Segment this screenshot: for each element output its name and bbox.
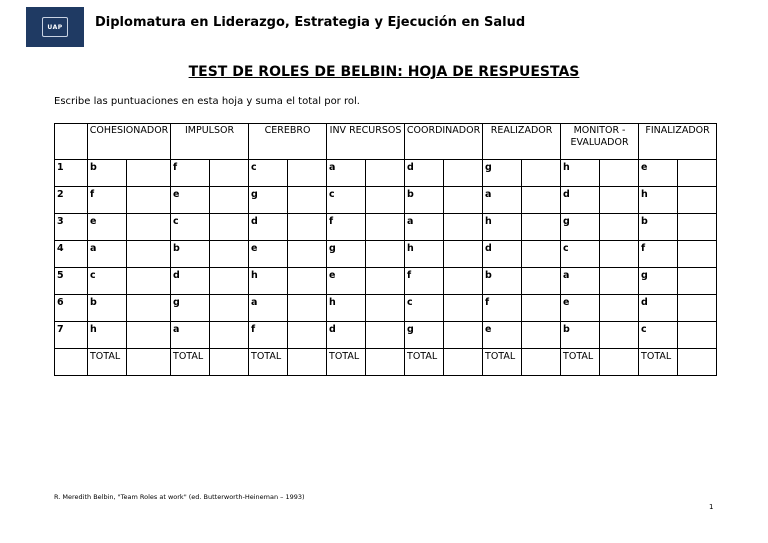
score-input-cell[interactable] [444, 187, 483, 214]
score-input-cell[interactable] [444, 241, 483, 268]
score-input-cell[interactable] [210, 187, 249, 214]
answer-sheet-table [54, 123, 717, 376]
total-row-corner [55, 349, 88, 376]
score-input-cell[interactable] [288, 214, 327, 241]
total-input-cell[interactable] [678, 349, 717, 376]
total-input-cell[interactable] [210, 349, 249, 376]
table-header-row [55, 124, 717, 160]
score-input-cell[interactable] [444, 268, 483, 295]
table-row [55, 187, 717, 214]
answer-letter-cell: g [249, 187, 288, 214]
answer-letter-cell: d [405, 160, 444, 187]
table-row [55, 160, 717, 187]
total-label: TOTAL [405, 349, 444, 376]
column-header: INV RECURSOS [327, 124, 405, 160]
score-input-cell[interactable] [127, 268, 171, 295]
answer-letter-cell: c [639, 322, 678, 349]
answer-letter-cell: e [639, 160, 678, 187]
citation-footnote: R. Meredith Belbin, "Team Roles at work" (ed. Butterworth-Heineman – 1993) [54, 493, 305, 501]
score-input-cell[interactable] [288, 241, 327, 268]
answer-letter-cell: g [483, 160, 522, 187]
score-input-cell[interactable] [210, 295, 249, 322]
score-input-cell[interactable] [210, 322, 249, 349]
answer-letter-cell: g [639, 268, 678, 295]
row-number: 6 [55, 295, 88, 322]
score-input-cell[interactable] [678, 295, 717, 322]
answer-letter-cell: e [88, 214, 127, 241]
score-input-cell[interactable] [127, 295, 171, 322]
page-number: 1 [709, 503, 714, 511]
uap-logo [26, 7, 84, 47]
score-input-cell[interactable] [210, 241, 249, 268]
answer-letter-cell: f [88, 187, 127, 214]
total-input-cell[interactable] [600, 349, 639, 376]
total-input-cell[interactable] [522, 349, 561, 376]
total-input-cell[interactable] [127, 349, 171, 376]
column-header: MONITOR - EVALUADOR [561, 124, 639, 160]
instructions-text: Escribe las puntuaciones en esta hoja y suma el total por rol. [54, 96, 360, 107]
answer-letter-cell: f [171, 160, 210, 187]
answer-letter-cell: d [483, 241, 522, 268]
score-input-cell[interactable] [127, 322, 171, 349]
answer-letter-cell: e [483, 322, 522, 349]
score-input-cell[interactable] [288, 322, 327, 349]
score-input-cell[interactable] [444, 295, 483, 322]
total-label: TOTAL [639, 349, 678, 376]
score-input-cell[interactable] [600, 295, 639, 322]
score-input-cell[interactable] [522, 268, 561, 295]
row-number: 7 [55, 322, 88, 349]
total-input-cell[interactable] [288, 349, 327, 376]
answer-letter-cell: e [327, 268, 366, 295]
document-title: TEST DE ROLES DE BELBIN: HOJA DE RESPUESTAS [188, 64, 580, 80]
answer-letter-cell: f [327, 214, 366, 241]
answer-letter-cell: b [639, 214, 678, 241]
answer-letter-cell: a [88, 241, 127, 268]
score-input-cell[interactable] [444, 322, 483, 349]
score-input-cell[interactable] [288, 187, 327, 214]
row-number: 3 [55, 214, 88, 241]
row-number: 4 [55, 241, 88, 268]
logo-text: UAP [42, 17, 68, 37]
answer-letter-cell: h [405, 241, 444, 268]
header-title: Diplomatura en Liderazgo, Estrategia y Ejecución en Salud [95, 15, 526, 30]
table-row [55, 322, 717, 349]
column-header: COORDINADOR [405, 124, 483, 160]
score-input-cell[interactable] [210, 268, 249, 295]
answer-letter-cell: d [249, 214, 288, 241]
answer-letter-cell: c [88, 268, 127, 295]
row-number: 1 [55, 160, 88, 187]
column-header: CEREBRO [249, 124, 327, 160]
answer-letter-cell: a [327, 160, 366, 187]
answer-letter-cell: a [249, 295, 288, 322]
score-input-cell[interactable] [600, 241, 639, 268]
answer-letter-cell: h [249, 268, 288, 295]
score-input-cell[interactable] [600, 322, 639, 349]
total-input-cell[interactable] [444, 349, 483, 376]
score-input-cell[interactable] [366, 241, 405, 268]
score-input-cell[interactable] [522, 160, 561, 187]
score-input-cell[interactable] [366, 214, 405, 241]
answer-letter-cell: h [639, 187, 678, 214]
column-header: FINALIZADOR [639, 124, 717, 160]
answer-letter-cell: g [171, 295, 210, 322]
row-number: 5 [55, 268, 88, 295]
score-input-cell[interactable] [522, 295, 561, 322]
column-header: IMPULSOR [171, 124, 249, 160]
answer-letter-cell: f [639, 241, 678, 268]
score-input-cell[interactable] [366, 268, 405, 295]
score-input-cell[interactable] [522, 241, 561, 268]
score-input-cell[interactable] [366, 160, 405, 187]
answer-letter-cell: b [561, 322, 600, 349]
answer-letter-cell: f [483, 295, 522, 322]
answer-letter-cell: g [405, 322, 444, 349]
score-input-cell[interactable] [210, 214, 249, 241]
score-input-cell[interactable] [444, 160, 483, 187]
score-input-cell[interactable] [678, 268, 717, 295]
total-label: TOTAL [171, 349, 210, 376]
answer-letter-cell: c [327, 187, 366, 214]
answer-letter-cell: b [405, 187, 444, 214]
answer-letter-cell: e [171, 187, 210, 214]
score-input-cell[interactable] [210, 160, 249, 187]
answer-letter-cell: a [405, 214, 444, 241]
answer-letter-cell: c [405, 295, 444, 322]
score-input-cell[interactable] [366, 187, 405, 214]
answer-letter-cell: b [88, 160, 127, 187]
score-input-cell[interactable] [127, 187, 171, 214]
score-input-cell[interactable] [678, 187, 717, 214]
score-input-cell[interactable] [600, 214, 639, 241]
total-label: TOTAL [327, 349, 366, 376]
score-input-cell[interactable] [444, 214, 483, 241]
column-header: REALIZADOR [483, 124, 561, 160]
score-input-cell[interactable] [127, 214, 171, 241]
score-input-cell[interactable] [288, 295, 327, 322]
answer-letter-cell: b [483, 268, 522, 295]
total-label: TOTAL [249, 349, 288, 376]
column-header: COHESIONADOR [88, 124, 171, 160]
table-row [55, 214, 717, 241]
answer-letter-cell: d [639, 295, 678, 322]
corner-cell [55, 124, 88, 160]
answer-letter-cell: e [249, 241, 288, 268]
answer-letter-cell: h [88, 322, 127, 349]
answer-letter-cell: d [327, 322, 366, 349]
score-input-cell[interactable] [127, 160, 171, 187]
score-input-cell[interactable] [366, 322, 405, 349]
score-input-cell[interactable] [522, 322, 561, 349]
score-input-cell[interactable] [600, 160, 639, 187]
score-input-cell[interactable] [288, 268, 327, 295]
answer-letter-cell: c [171, 214, 210, 241]
table-row [55, 295, 717, 322]
answer-letter-cell: a [483, 187, 522, 214]
score-input-cell[interactable] [522, 214, 561, 241]
answer-letter-cell: g [561, 214, 600, 241]
score-input-cell[interactable] [366, 295, 405, 322]
score-input-cell[interactable] [678, 322, 717, 349]
score-input-cell[interactable] [288, 160, 327, 187]
table-row [55, 268, 717, 295]
answer-letter-cell: h [483, 214, 522, 241]
answer-letter-cell: d [171, 268, 210, 295]
total-label: TOTAL [88, 349, 127, 376]
total-label: TOTAL [483, 349, 522, 376]
score-input-cell[interactable] [678, 214, 717, 241]
answer-letter-cell: a [171, 322, 210, 349]
score-input-cell[interactable] [522, 187, 561, 214]
table-row [55, 241, 717, 268]
answer-letter-cell: b [171, 241, 210, 268]
score-input-cell[interactable] [678, 160, 717, 187]
answer-letter-cell: f [405, 268, 444, 295]
total-label: TOTAL [561, 349, 600, 376]
answer-letter-cell: g [327, 241, 366, 268]
score-input-cell[interactable] [127, 241, 171, 268]
score-input-cell[interactable] [600, 187, 639, 214]
answer-letter-cell: f [249, 322, 288, 349]
answer-letter-cell: b [88, 295, 127, 322]
row-number: 2 [55, 187, 88, 214]
total-input-cell[interactable] [366, 349, 405, 376]
total-row [55, 349, 717, 376]
score-input-cell[interactable] [600, 268, 639, 295]
answer-letter-cell: h [561, 160, 600, 187]
answer-letter-cell: c [249, 160, 288, 187]
answer-letter-cell: h [327, 295, 366, 322]
answer-letter-cell: a [561, 268, 600, 295]
answer-letter-cell: d [561, 187, 600, 214]
answer-letter-cell: c [561, 241, 600, 268]
answer-letter-cell: e [561, 295, 600, 322]
score-input-cell[interactable] [678, 241, 717, 268]
